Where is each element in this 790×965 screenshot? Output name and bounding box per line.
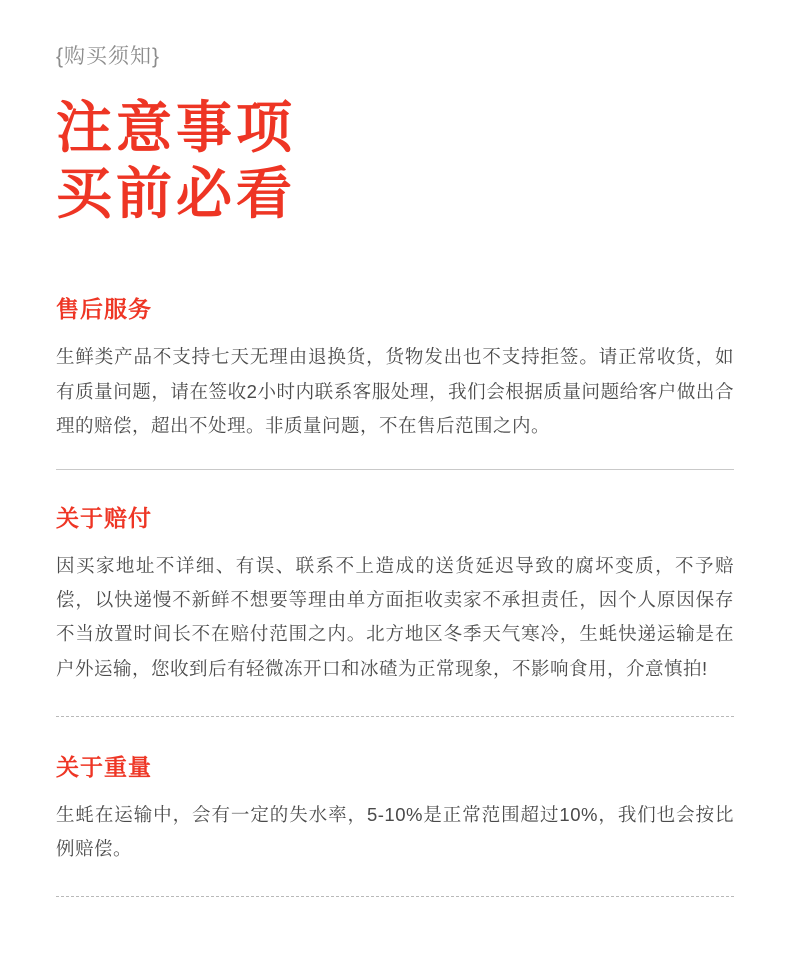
section-title: 关于赔付: [56, 505, 152, 531]
section-title: 关于重量: [56, 753, 152, 780]
page-title: [56, 95, 734, 227]
section-divider-solid: [56, 469, 734, 470]
section-divider-dashed-bottom: [56, 896, 734, 897]
section-body: 因买家地址不详细、有误、联系不上造成的送货延迟导致的腐坏变质，不予赔偿，以快递慢不新鲜不想要等理由单方面拒收卖家不承担责任，因个人原因保存不当放置时间长不在赔付范围之内。北方地区冬季天气寒冷，生蚝快递运输是在户外运输，您收到后有轻微冻开口和冰碴为正常现象，不影响食用，介意慎拍!: [56, 555, 734, 679]
section-weight: [56, 749, 734, 866]
page-title-line-2: 买前必看: [56, 162, 296, 226]
section-compensation: [56, 500, 734, 686]
section-body: 生鲜类产品不支持七天无理由退换货，货物发出也不支持拒签。请正常收货，如有质量问题，请在签收2小时内联系客服处理，我们会根据质量问题给客户做出合理的赔偿，超出不处理。非质量问题，不在售后范围之内。: [56, 346, 734, 436]
section-divider-dashed: [56, 716, 734, 717]
section-after-sales: [56, 291, 734, 443]
page-title-line-1: 注意事项: [56, 96, 296, 160]
section-title: 售后服务: [56, 296, 152, 323]
page-kicker: {购买须知}: [56, 45, 161, 68]
section-body: 生蚝在运输中，会有一定的失水率，5-10%是正常范围超过10%，我们也会按比例赔偿。: [56, 803, 734, 860]
notice-sections: [56, 291, 734, 897]
